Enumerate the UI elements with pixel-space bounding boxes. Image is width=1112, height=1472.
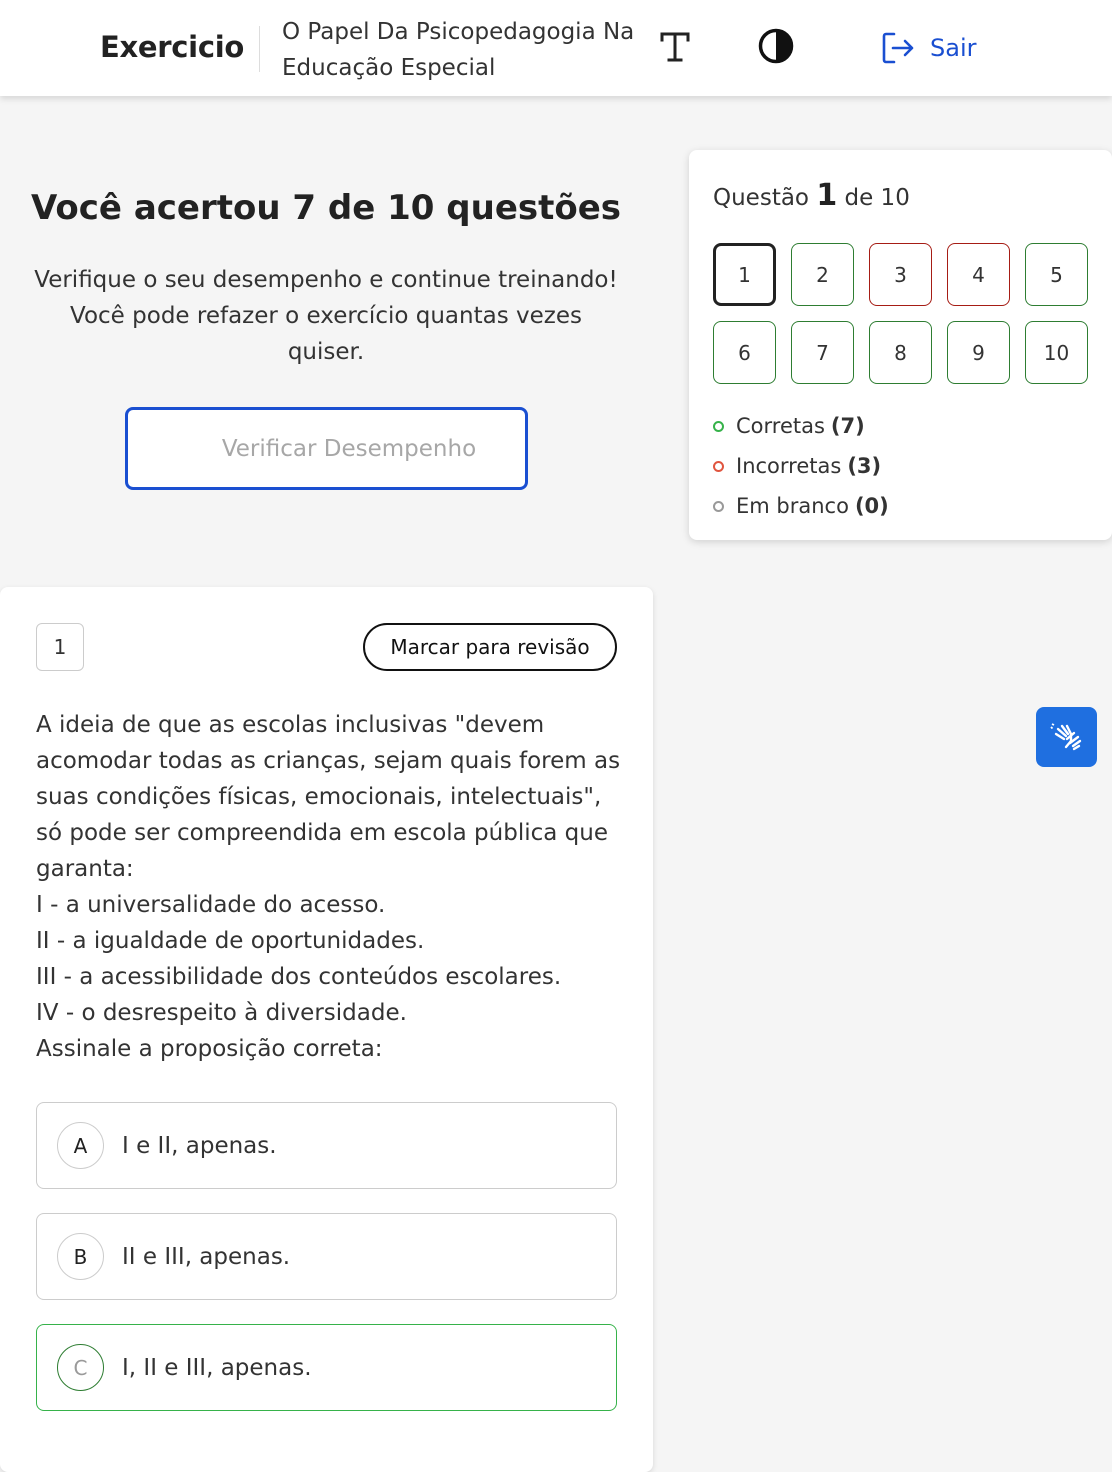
result-summary bbox=[0, 150, 652, 545]
legend-item bbox=[713, 486, 889, 526]
course-title: O Papel Da Psicopedagogia Na Educação Especial bbox=[282, 19, 635, 81]
question-nav-button[interactable]: 6 bbox=[713, 321, 776, 384]
legend-dot-icon bbox=[713, 461, 724, 472]
question-nav-button[interactable]: 5 bbox=[1025, 243, 1088, 306]
question-text bbox=[36, 707, 621, 1067]
question-nav-button[interactable]: 3 bbox=[869, 243, 932, 306]
question-text-line: garanta: bbox=[36, 856, 134, 882]
contrast-icon[interactable] bbox=[756, 26, 796, 66]
question-text-line: Assinale a proposição correta: bbox=[36, 1036, 383, 1062]
question-grid bbox=[713, 243, 1089, 384]
question-nav-button[interactable]: 9 bbox=[947, 321, 1010, 384]
legend-dot-icon bbox=[713, 501, 724, 512]
legend-label: Corretas bbox=[736, 414, 825, 438]
result-title: Você acertou 7 de 10 questões bbox=[30, 188, 622, 228]
option-text: I e II, apenas. bbox=[122, 1132, 277, 1159]
question-nav-button[interactable]: 8 bbox=[869, 321, 932, 384]
question-number: 1 bbox=[36, 623, 84, 671]
answer-option-c[interactable] bbox=[36, 1324, 617, 1411]
legend-count: (7) bbox=[830, 414, 865, 438]
option-letter: B bbox=[57, 1233, 104, 1280]
verify-performance-button[interactable]: Verificar Desempenho bbox=[125, 407, 528, 490]
option-text: I, II e III, apenas. bbox=[122, 1354, 312, 1381]
status-legend bbox=[713, 406, 889, 526]
option-text: II e III, apenas. bbox=[122, 1243, 291, 1270]
question-nav-button[interactable]: 2 bbox=[791, 243, 854, 306]
question-text-line: III - a acessibilidade dos conteúdos escolares. bbox=[36, 964, 562, 990]
question-text-line: I - a universalidade do acesso. bbox=[36, 892, 386, 918]
logout-button[interactable] bbox=[880, 30, 976, 66]
counter-prefix: Questão bbox=[713, 185, 809, 211]
legend-label: Em branco bbox=[736, 494, 849, 518]
top-header bbox=[0, 0, 1112, 96]
legend-label: Incorretas bbox=[736, 454, 842, 478]
legend-item bbox=[713, 406, 889, 446]
result-subtitle: Verifique o seu desempenho e continue treinando! Você pode refazer o exercício quantas vezes quiser. bbox=[34, 267, 618, 365]
answer-option-a[interactable] bbox=[36, 1102, 617, 1189]
question-nav-button[interactable]: 10 bbox=[1025, 321, 1088, 384]
legend-count: (0) bbox=[854, 494, 889, 518]
question-text-line: IV - o desrespeito à diversidade. bbox=[36, 1000, 407, 1026]
legend-dot-icon bbox=[713, 421, 724, 432]
question-text-line: acomodar todas as crianças, sejam quais forem as bbox=[36, 748, 621, 774]
app-brand: Exercicio bbox=[100, 30, 244, 64]
answer-option-b[interactable] bbox=[36, 1213, 617, 1300]
legend-item bbox=[713, 446, 889, 486]
question-text-line: só pode ser compreendida em escola pública que bbox=[36, 820, 608, 846]
text-size-icon[interactable] bbox=[655, 26, 695, 66]
counter-current: 1 bbox=[816, 178, 838, 213]
question-nav-button[interactable]: 4 bbox=[947, 243, 1010, 306]
question-text-line: II - a igualdade de oportunidades. bbox=[36, 928, 425, 954]
question-text-line: suas condições físicas, emocionais, intelectuais", bbox=[36, 784, 602, 810]
header-divider bbox=[259, 26, 260, 72]
mark-for-review-button[interactable]: Marcar para revisão bbox=[363, 623, 617, 671]
question-counter bbox=[713, 178, 910, 213]
question-card bbox=[0, 587, 653, 1472]
question-navigator bbox=[689, 150, 1112, 540]
logout-icon bbox=[880, 30, 916, 66]
question-nav-button[interactable]: 7 bbox=[791, 321, 854, 384]
question-text-line: A ideia de que as escolas inclusivas "devem bbox=[36, 712, 545, 738]
sign-language-icon[interactable] bbox=[1036, 707, 1097, 767]
counter-suffix: de 10 bbox=[844, 185, 910, 211]
legend-count: (3) bbox=[847, 454, 882, 478]
option-letter: C bbox=[57, 1344, 104, 1391]
option-letter: A bbox=[57, 1122, 104, 1169]
logout-label: Sair bbox=[930, 34, 977, 62]
question-nav-button[interactable]: 1 bbox=[713, 243, 776, 306]
